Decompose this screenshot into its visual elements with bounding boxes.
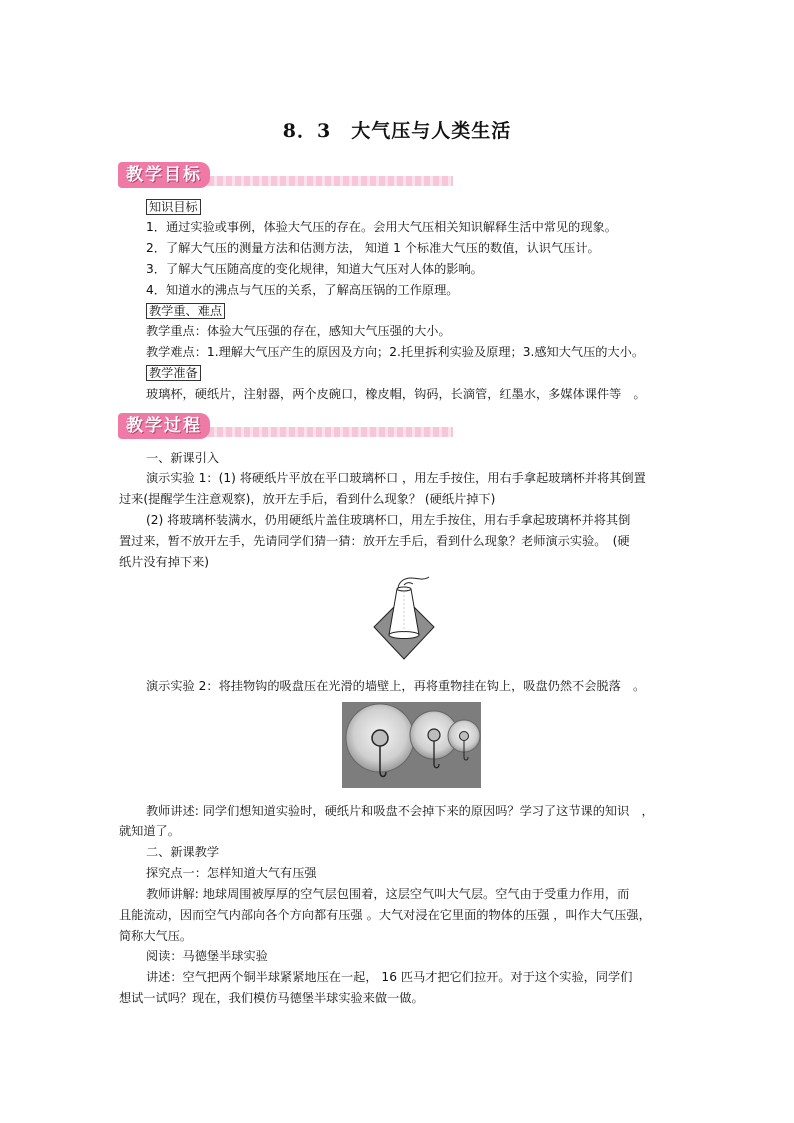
- goal-item-2: 2．了解大气压的测量方法和估测方法， 知道 1 个标准大气压的数值，认识气压计。: [146, 241, 600, 255]
- difficult-point: 教学难点：1.理解大气压产生的原因及方向；2.托里拆利实验及原理；3.感知大气压的大小。: [146, 345, 645, 359]
- page-title: 8．3 大气压与人类生活: [282, 120, 512, 142]
- knowledge-goal-label: [146, 199, 201, 215]
- teacher-explain-line-2: 且能流动，因而空气内部向各个方向都有压强 。大气对浸在它里面的物体的压强 ，叫作大气压强，: [119, 908, 651, 922]
- demo1-line-5: 纸片没有掉下来): [119, 555, 210, 569]
- section-banner-process: [118, 413, 453, 443]
- prep-label: [146, 365, 201, 381]
- prep-label-text: 教学准备: [146, 365, 201, 381]
- section-title-process: 教学过程: [118, 413, 210, 439]
- demo1-line-2: 过来(提醒学生注意观察)，放开左手后，看到什么现象？ (硬纸片掉下): [119, 492, 496, 506]
- demo1-line-4: 置过来，暂不放开左手，先请同学们猜一猜：放开左手后，看到什么现象？老师演示实验。 (硬: [119, 534, 630, 548]
- demo2-text: 演示实验 2：将挂物钩的吸盘压在光滑的墙壁上，再将重物挂在钩上，吸盘仍然不会脱落 。: [146, 679, 646, 693]
- goal-item-3: 3．了解大气压随高度的变化规律，知道大气压对人体的影响。: [146, 262, 483, 276]
- explore-point-1: 探究点一：怎样知道大气有压强: [146, 866, 317, 880]
- teacher-remark-line-1: 教师讲述: 同学们想知道实验时，硬纸片和吸盘不会掉下来的原因吗？学习了这节课的知识 ，: [146, 804, 654, 818]
- demo1-line-1: 演示实验 1：(1) 将硬纸片平放在平口玻璃杯口 ，用左手按住，用右手拿起玻璃杯并将其倒置: [146, 471, 646, 485]
- demo1-line-3: (2) 将玻璃杯装满水，仍用硬纸片盖住玻璃杯口，用左手按住，用右手拿起玻璃杯并将其倒: [146, 513, 631, 527]
- section-title-goals: 教学目标: [118, 162, 210, 188]
- key-points-label-text: 教学重、难点: [146, 303, 225, 319]
- lecture-line-1: 讲述：空气把两个铜半球紧紧地压在一起， 16 匹马才把它们拉开。对于这个实验，同学们: [146, 970, 633, 984]
- goal-item-1: 1．通过实验或事例，体验大气压的存在。会用大气压相关知识解释生活中常见的现象。: [146, 220, 617, 234]
- new-lesson-heading: 二、新课教学: [146, 845, 220, 859]
- teacher-explain-line-3: 简称大气压。: [119, 929, 193, 943]
- goal-item-4: 4．知道水的沸点与气压的关系，了解高压锅的工作原理。: [146, 283, 459, 297]
- key-points-label: [146, 303, 225, 319]
- teacher-explain-line-1: 教师讲解: 地球周围被厚厚的空气层包围着，这层空气叫大气层。空气由于受重力作用，而: [146, 887, 630, 901]
- prep-materials: 玻璃杯，硬纸片，注射器，两个皮碗口，橡皮帽，钩码，长滴管，红墨水，多媒体课件等 。: [146, 387, 646, 401]
- cup-experiment-figure: [373, 575, 435, 660]
- teacher-remark-line-2: 就知道了。: [119, 824, 180, 838]
- intro-heading: 一、新课引入: [146, 451, 220, 465]
- knowledge-goal-label-text: 知识目标: [146, 199, 201, 215]
- lecture-line-2: 想试一试吗？现在，我们模仿马德堡半球实验来做一做。: [119, 991, 424, 1005]
- reading-heading: 阅读：马德堡半球实验: [146, 949, 268, 963]
- suction-hooks-photo: [342, 702, 481, 788]
- section-banner-goals: [118, 162, 453, 192]
- key-point: 教学重点：体验大气压强的存在，感知大气压强的大小。: [146, 324, 451, 338]
